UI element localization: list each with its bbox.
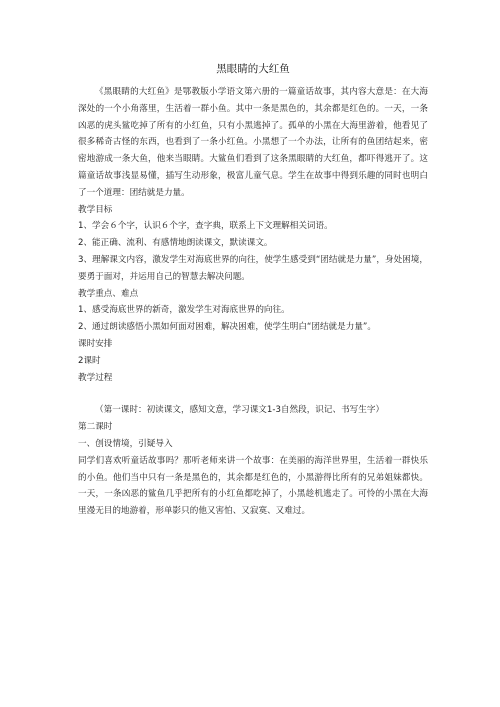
process-heading: 教学过程	[78, 372, 113, 383]
goal-item-2: 2、能正确、流利、有感情地朗读课文，默读课文。	[78, 238, 273, 249]
goals-heading: 教学目标	[78, 204, 113, 215]
focus-item-2: 2、通过朗读感悟小黑如何面对困难，解决困难，使学生明白“团结就是力量”。	[78, 322, 376, 333]
first-lesson-note: （第一课时：初读课文，感知文意，学习课文1-3自然段，识记、书写生字）	[95, 405, 385, 416]
second-lesson-heading: 第二课时	[78, 422, 113, 433]
goal-item-3: 3、理解课文内容，激发学生对海底世界的向往，使学生感受到“团结就是力量”，身处困境，要勇于面对，并运用自己的智慧去解决问题。	[78, 254, 428, 282]
goal-item-1: 1、学会６个字，认识６个字，查字典，联系上下文理解相关词语。	[78, 221, 333, 232]
document-page	[78, 62, 428, 520]
schedule-value: 2课时	[78, 355, 101, 366]
blank-line	[78, 386, 428, 402]
step-1-heading: 一、创设情境，引疑导入	[78, 438, 173, 449]
intro-paragraph: 《黑眼睛的大红鱼》是鄂教版小学语文第六册的一篇童话故事，其内容大意是：在大海深处的一个小角落里，生活着一群小鱼。其中一条是黑色的，其余都是红色的。一天，一条凶恶的虎头鲨吃掉了所有的小红鱼，只有小黑逃掉了。孤单的小黑在大海里游着，他看见了很多稀奇古怪的东西，也看到了一条小红鱼。小黑想了一个办法，让所有的鱼团结起来，密密地游成一条大鱼，他来当眼睛。大鲨鱼们看到了这条黑眼睛的大红鱼，都吓得逃开了。这篇童话故事浅显易懂，插写生动形象，极富儿童气息。学生在故事中得到乐趣的同时也明白了一个道理：团结就是力量。	[78, 87, 428, 198]
focus-item-1: 1、感受海底世界的新奇，激发学生对海底世界的向往。	[78, 305, 290, 316]
focus-heading: 教学重点、难点	[78, 288, 139, 299]
schedule-heading: 课时安排	[78, 338, 113, 349]
step-1-text: 同学们喜欢听童话故事吗？那听老师来讲一个故事：在美丽的海洋世界里，生活着一群快乐的小鱼。他们当中只有一条是黑色的，其余都是红色的，小黑游得比所有的兄弟姐妹都快。一天，一条凶恶的鲨鱼几乎把所有的小红鱼都吃掉了，小黑趁机逃走了。可怜的小黑在大海里漫无目的地游着，形单影只的他又害怕、又寂寞、又难过。	[78, 455, 428, 517]
document-title: 黑眼睛的大红鱼	[216, 63, 290, 75]
